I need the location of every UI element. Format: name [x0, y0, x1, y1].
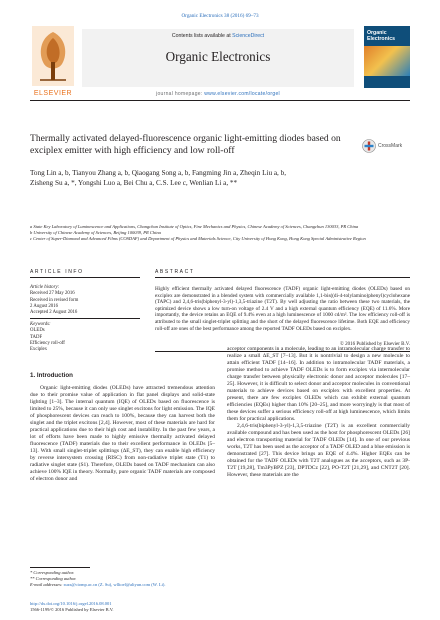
corresponding-author-1: * Corresponding author. — [30, 570, 75, 575]
affiliations — [30, 224, 410, 242]
article-info-heading: ARTICLE INFO — [30, 269, 84, 275]
abstract-rule — [155, 277, 410, 278]
article-history — [30, 285, 140, 316]
journal-header — [30, 24, 410, 101]
history-revised-date: 2 August 2016 — [30, 303, 58, 309]
keywords-rule — [30, 318, 140, 319]
affiliation-a: a State Key Laboratory of Luminescence and Applications, Changchun Institute of Optics, Fine Mechanics and Physics, Chinese Academy of Sciences, Changchun 130033, PR China — [30, 224, 359, 229]
crossmark-badge[interactable] — [362, 138, 410, 154]
keywords-label: Keywords: — [30, 322, 51, 327]
authors-line-1[interactable]: Tong Lin a, b, Tianyou Zhang a, b, Qiaogang Song a, b, Fangming Jin a, Zheqin Liu a, b, — [30, 169, 287, 177]
keywords — [30, 322, 140, 353]
doi-link[interactable]: http://dx.doi.org/10.1016/j.orgel.2016.08.001 — [30, 601, 112, 606]
authors-line-2[interactable]: Zisheng Su a, *, Yongshi Luo a, Bei Chu a, C.S. Lee c, Wenlian Li a, ** — [30, 179, 238, 188]
right-column — [227, 346, 410, 479]
cover-title: Organic Electronics — [367, 30, 395, 42]
cover-artwork — [364, 46, 410, 76]
footnote-rule — [30, 567, 90, 568]
history-revised-label: Received in revised form — [30, 297, 79, 303]
left-column — [30, 385, 215, 483]
elsevier-tree-logo[interactable] — [30, 24, 76, 88]
email-label: E-mail addresses: — [30, 581, 63, 587]
history-received: Received 27 May 2016 — [30, 291, 75, 297]
email-addresses[interactable]: suzs@ciomp.ac.cn (Z. Su), wllioel@aliyun.com (W. Li). — [63, 581, 166, 587]
introduction-heading: 1. Introduction — [30, 372, 73, 379]
article-title: Thermally activated delayed-fluorescence organic light-emitting diodes based on exciplex emitter with high efficiency and low roll-off — [30, 133, 341, 157]
keyword-3: Efficiency roll-off — [30, 340, 65, 346]
sciencedirect-link[interactable]: ScienceDirect — [232, 33, 265, 39]
contents-line — [82, 33, 354, 39]
homepage-prefix: journal homepage: — [156, 91, 203, 97]
crossmark-label: CrossMark — [378, 143, 403, 149]
footnotes — [30, 570, 220, 587]
history-accepted: Accepted 2 August 2016 — [30, 310, 78, 316]
author-list — [30, 168, 402, 189]
journal-reference[interactable]: Organic Electronics 38 (2016) 69–73 — [181, 13, 259, 19]
doi-block — [30, 601, 230, 613]
intro-paragraph-2: 2,4,6-tris(biphenyl-3-yl)-1,3,5-triazine (T2T) is an excellent commercially available compound and has been used as the host for phosphorescent OLEDs [26] and electron transporting material for TADF OLEDs [14]. In one of our previous works, T2T has been used as the acceptor of a TADF OLED and a blue emission is demonstrated [27]. This device brings an EQE of 4.4%. Higher EQEs can be obtained for the TADF OLEDs with T2T analogues as the acceptors, such as 3P-T2T [19,28], Tm3PyBPZ [23], DPTDCz [22], PO-T2T [21,29], and CNT2T [20]. However, these materials are the — [227, 423, 410, 478]
journal-cover-thumbnail[interactable] — [364, 26, 410, 88]
keyword-4: Exciplex — [30, 347, 48, 353]
email-line — [30, 582, 220, 588]
corresponding-author-2: ** Corresponding author. — [30, 575, 77, 581]
keyword-1: OLEDs — [30, 328, 45, 334]
abstract-heading: ABSTRACT — [155, 269, 195, 275]
publisher-name: ELSEVIER — [33, 90, 73, 97]
intro-paragraph-1: Organic light-emitting diodes (OLEDs) have attracted tremendous attention due to their promise value of application in flat panel displays and solid-state lighting [1–3]. The internal quantum (IQE) of OLEDs based on fluorescence is limited to 25%, because it can only use singlet excitons for light emission. The IQE of phosphorescent devices can reach to 100%, because they can harvest both the singlet and the triplet excitons [2,4]. However, most of these materials are hard for practical applications due to their high cost and instability. In the past few years, a lot of efforts have been made to highly emissive thermally activated delayed fluorescence (TADF) materials due to their excellent performance in OLEDs [5–13]. With small singlet-triplet splittings (ΔE_ST), they can enable high efficiency by reverse intersystem crossing (RISC) from non-radiative triplet state (T1) to radiative singlet state (S1). Therefore, OLEDs based on TADF mechanism can also achieve 100% IQE in theory. Normally, pure organic TADF materials are composed of electron donor and — [30, 385, 215, 482]
abstract-text: Highly efficient thermally activated delayed fluorescence (TADF) organic light-emitting diodes (OLEDs) based on exciplex are demonstrated in a blended system with commercially available 1,1-bis((di-4-tolylamino)phenyl)cyclohexane (TAPC) and 2,4,6-tris(biphenyl-3-yl)-1,3,5-triazine (T2T). By well adjusting the ratio between these two materials, the optimized device shows a low turn-on voltage of 2.4 V and a high external quantum efficiency (EQE) of 11.6%. More importantly, the device retains an EQE of 9.4% even at a high luminescence of 1000 cd/m². The low efficiency roll-off is attributed to the small singlet-triplet splitting and the short of the delayed fluorescence lifetime. Both EQE and efficiency roll-off are ones of the best performance among the reported TADF OLEDs based on exciplex. — [155, 286, 410, 332]
issn-line: 1566-1199/© 2016 Published by Elsevier B.V. — [30, 606, 114, 612]
affiliation-b: b University of Chinese Academy of Sciences, Beijing 100039, PR China — [30, 230, 161, 236]
article-info-rule — [30, 277, 140, 278]
contents-prefix: Contents lists available at — [171, 33, 231, 39]
abstract-copyright: © 2016 Published by Elsevier B.V. — [340, 342, 410, 347]
homepage-link[interactable]: www.elsevier.com/locate/orgel — [204, 91, 280, 97]
intro-paragraph-continued: acceptor components in a molecule, leading to an intramolecular charge transfer to realize a small ΔE_ST [7–13]. But it is nontrivial to design a new molecule to attain efficient TADF [14–16]. In addition to intramolecular TADF materials, a promise method to achieve TADF OLEDs is to form exciplex via intermolecular charge transfer between physically electronic donor and acceptor molecules [17–25]. However, it is difficult to select donor and acceptor molecules in conventional materials to achieve devices based on exciplex with excellent properties. At present, there are few exciplex OLEDs which can exhibit external quantum efficiencies (EQEs) higher than 10% [20–25], and more worryingly is that most of these devices suffer a serious efficiency roll-off at high luminescence, which limits them for practical applications. — [227, 346, 410, 422]
crossmark-icon — [362, 139, 376, 153]
affiliation-c: c Center of Super-Diamond and Advanced Films (COSDAF) and Department of Physics and Materials Science, City University of Hong Kong, Hong Kong Special Administrative Region — [30, 236, 366, 242]
keyword-2: TADF — [30, 334, 43, 340]
journal-title[interactable]: Organic Electronics — [165, 49, 271, 64]
history-label: Article history: — [30, 285, 60, 290]
homepage-line — [82, 91, 354, 97]
